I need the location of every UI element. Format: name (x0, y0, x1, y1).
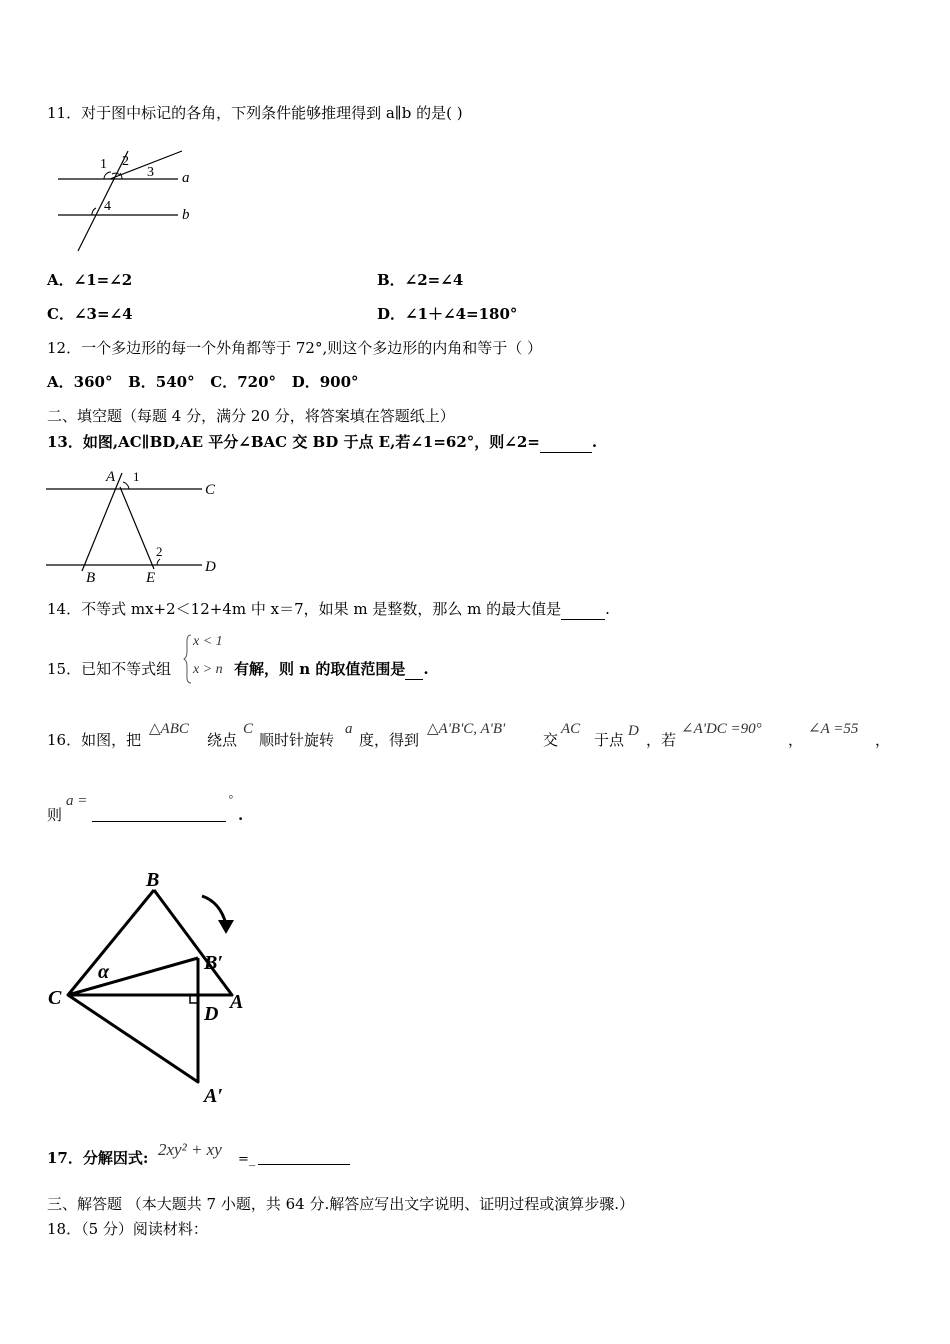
q13-line (47, 432, 597, 453)
q13-label-2: 2 (156, 544, 163, 559)
q11-option-b: B．∠2=∠4 (377, 271, 464, 289)
q16-m5: AC (561, 721, 581, 737)
q14-line (47, 599, 610, 620)
q15-system-line2: x > n (193, 662, 223, 677)
q17-stem: 17．分解因式: (47, 1149, 149, 1167)
q15-system-line1: x < 1 (193, 634, 223, 649)
q15-tail (234, 659, 429, 680)
q11-label-b: b (182, 207, 190, 223)
q17-eq: =_ (238, 1152, 256, 1167)
q16-m8: ∠A =55 (808, 721, 859, 737)
section3-title: 三、解答题 （本大题共 7 小题，共 64 分.解答应写出文字说明、证明过程或演算步骤.） (47, 1195, 635, 1213)
q12-stem: 12．一个多边形的每一个外角都等于 72°,则这个多边形的内角和等于（ ） (47, 339, 542, 357)
q16-p7: ，若 (646, 731, 677, 749)
q16-p5: 交 (543, 731, 559, 749)
q16-p8: ， (788, 731, 804, 749)
q16-label-A: A (230, 991, 244, 1013)
q16-p6: 于点 (594, 731, 625, 749)
q16-label-C: C (48, 987, 62, 1009)
q11-label-3: 3 (147, 165, 154, 180)
segment-cb-prime (68, 958, 198, 995)
q16-p3: 顺时针旋转 (259, 731, 335, 749)
q16-m6: D (628, 723, 639, 739)
q16-p1: 16．如图，把 (47, 731, 142, 749)
q16-p4: 度，得到 (359, 731, 420, 749)
q11-option-c: C．∠3=∠4 (47, 305, 133, 323)
q12-options: A．360° B．540° C．720° D．900° (47, 373, 359, 391)
q16-m3: a (345, 721, 353, 737)
q13-label-D: D (205, 559, 216, 575)
q16-deg: ° (228, 792, 233, 806)
q16-answer-blank (92, 803, 226, 822)
brace-icon (183, 633, 193, 685)
q16-m4: △A'B'C, A'B' (427, 721, 506, 737)
q16-label-Ap: A′ (204, 1085, 223, 1107)
q13-label-C: C (205, 482, 216, 498)
q11-option-a: A．∠1=∠2 (47, 271, 133, 289)
q13-label-A: A (106, 469, 116, 485)
q16-m9: a = (66, 793, 88, 809)
q14-stem: 14．不等式 mx+2＜12+4m 中 x＝7，如果 m 是整数，那么 m 的最大值是 (47, 600, 562, 618)
q11-label-4: 4 (104, 199, 111, 214)
q13-label-1: 1 (133, 469, 140, 484)
q16-label-Bp: B′ (204, 952, 223, 974)
q17-expr: 2xy² + xy (158, 1140, 222, 1159)
rotation-arrow (202, 896, 226, 924)
q11-label-a: a (182, 170, 190, 186)
q16-label-D: D (204, 1003, 219, 1025)
q16-label-B: B (146, 869, 160, 891)
q14-answer-blank (561, 599, 605, 620)
q15-prefix: 15．已知不等式组 (47, 660, 172, 678)
q15-suffix: 有解，则 n 的取值范围是 (234, 660, 406, 678)
q13-figure (44, 465, 234, 590)
q15-end: . (423, 660, 429, 678)
q11-option-d: D．∠1＋∠4=180° (377, 305, 518, 323)
q13-answer-blank (540, 432, 592, 453)
q13-label-B: B (86, 570, 96, 586)
q17-answer-blank (258, 1146, 350, 1165)
q13-end: . (591, 433, 598, 451)
q18-stem: 18．（5 分）阅读材料： (47, 1220, 208, 1238)
segment-ae (120, 487, 154, 569)
q16-p2: 绕点 (207, 731, 238, 749)
section2-title: 二、填空题（每题 4 分，满分 20 分，将答案填在答题纸上） (47, 407, 455, 425)
q16-p9: ， (875, 731, 891, 749)
q16-figure (44, 862, 274, 1112)
q14-end: . (605, 600, 610, 618)
q16-m7: ∠A'DC =90° (681, 721, 762, 737)
arrow-head-icon (218, 920, 234, 934)
q11-figure (50, 145, 210, 255)
q16-m1: △ABC (149, 721, 189, 737)
q15-answer-blank (405, 659, 423, 680)
q13-stem: 13．如图,AC∥BD,AE 平分∠BAC 交 BD 于点 E,若∠1=62°，则∠2= (47, 433, 540, 451)
q16-label-alpha: α (98, 961, 110, 983)
q16-then: 则 (47, 806, 63, 824)
q16-m2: C (243, 721, 254, 737)
q13-label-E: E (146, 570, 156, 586)
q11-label-2: 2 (122, 154, 129, 169)
segment-ab (82, 473, 122, 571)
triangle-abc (68, 890, 232, 995)
q16-end: . (238, 806, 244, 824)
q11-stem: 11．对于图中标记的各角，下列条件能够推理得到 a∥b 的是( ) (47, 104, 463, 122)
q11-label-1: 1 (100, 157, 107, 172)
